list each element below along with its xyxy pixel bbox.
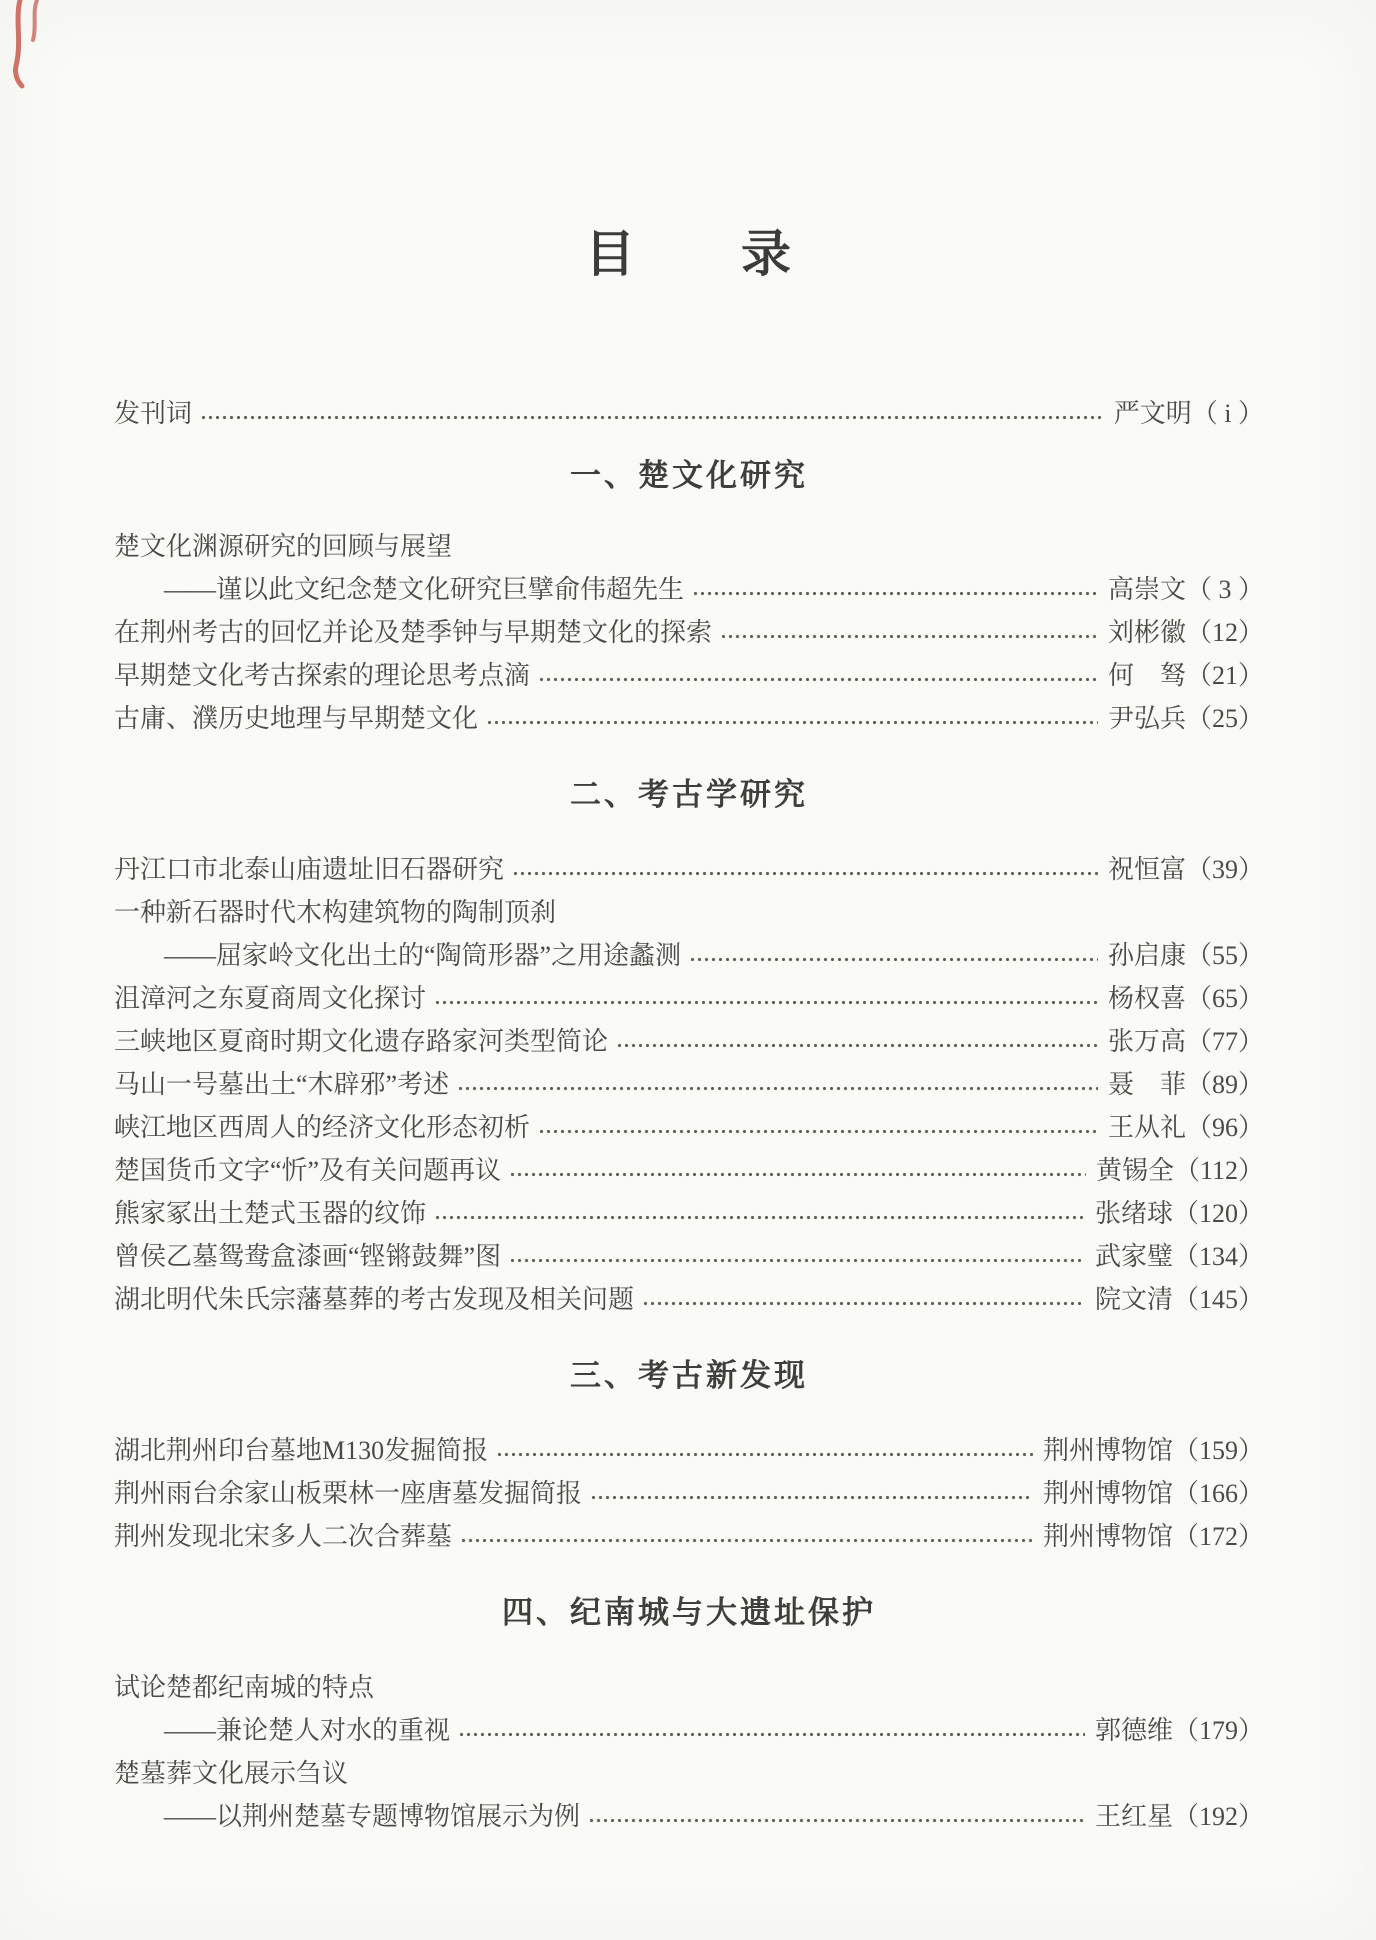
entry-author: 张万高 (1107, 1026, 1186, 1056)
entry-author: 严文明 (1113, 398, 1192, 428)
dot-leader (536, 1106, 1098, 1149)
toc-entry (114, 1020, 1264, 1063)
toc-entry (114, 1235, 1264, 1278)
entry-page: （ i ） (1191, 398, 1264, 428)
dot-leader (614, 1020, 1098, 1063)
toc-entry (114, 697, 1264, 740)
toc-entry (114, 1106, 1264, 1149)
toc-entry (114, 392, 1264, 435)
toc-entry (114, 1515, 1264, 1558)
entry-subtitle: ——以荆州楚墓专题博物馆展示为例 (164, 1801, 581, 1831)
entry-page: （77） (1185, 1026, 1264, 1056)
entry-author: 院文清 (1094, 1284, 1173, 1314)
dot-leader (455, 1063, 1098, 1106)
entry-subtitle: ——兼论楚人对水的重视 (164, 1715, 451, 1745)
toc-entry (114, 977, 1264, 1020)
toc-entry-title-line (114, 525, 1264, 568)
sections (114, 453, 1264, 1838)
entry-title: 发刊词 (114, 398, 193, 428)
dot-leader (718, 611, 1098, 654)
toc-entry-title-line (114, 1666, 1264, 1709)
entry-author: 黄锡全 (1095, 1155, 1174, 1185)
entry-author: 刘彬徽 (1107, 617, 1186, 647)
entry-title: 沮漳河之东夏商周文化探讨 (114, 983, 427, 1013)
entry-author: 高崇文 (1107, 574, 1186, 604)
toc-entry-title-line (114, 891, 1264, 934)
entry-page: （96） (1185, 1112, 1264, 1142)
toc-entry (114, 848, 1264, 891)
section-heading: 四、纪南城与大遗址保护 (502, 1594, 876, 1630)
entry-page: （89） (1185, 1069, 1264, 1099)
toc-entry (114, 1709, 1264, 1752)
entry-subtitle: ——谨以此文纪念楚文化研究巨擘俞伟超先生 (164, 574, 685, 604)
section-heading: 二、考古学研究 (570, 776, 808, 812)
entry-author: 杨权喜 (1107, 983, 1186, 1013)
toc-entry-title-line (114, 1752, 1264, 1795)
entry-title: 楚墓葬文化展示刍议 (114, 1758, 349, 1788)
entry-author: 王红星 (1094, 1801, 1173, 1831)
dot-leader (510, 848, 1098, 891)
dot-leader (198, 392, 1104, 435)
entry-page: （159） (1172, 1435, 1264, 1465)
toc-entry (114, 1192, 1264, 1235)
entry-author: 尹弘兵 (1107, 703, 1186, 733)
entry-page: （ 3 ） (1185, 574, 1264, 604)
dot-leader (494, 1429, 1033, 1472)
entry-title: 丹江口市北泰山庙遗址旧石器研究 (114, 854, 505, 884)
entry-page: （25） (1185, 703, 1264, 733)
entry-title: 熊家冢出土楚式玉器的纹饰 (114, 1198, 427, 1228)
entry-page: （112） (1173, 1155, 1264, 1185)
entry-title: 湖北明代朱氏宗藩墓葬的考古发现及相关问题 (114, 1284, 635, 1314)
dot-leader (507, 1235, 1085, 1278)
toc-entry (114, 1429, 1264, 1472)
toc-entry (114, 1149, 1264, 1192)
dot-leader (432, 977, 1098, 1020)
entry-page: （192） (1172, 1801, 1264, 1831)
toc-entry (114, 1795, 1264, 1838)
section-heading: 一、楚文化研究 (570, 457, 808, 493)
entry-page: （134） (1172, 1241, 1264, 1271)
entry-author: 武家璧 (1094, 1241, 1173, 1271)
entry-title: 荆州雨台余家山板栗林一座唐墓发掘简报 (114, 1478, 583, 1508)
entry-author: 孙启康 (1107, 940, 1186, 970)
dot-leader (640, 1278, 1085, 1321)
entry-page: （39） (1185, 854, 1264, 884)
entry-title: 峡江地区西周人的经济文化形态初析 (114, 1112, 531, 1142)
entry-author: 郭德维 (1094, 1715, 1173, 1745)
entry-page: （12） (1185, 617, 1264, 647)
entry-page: （145） (1172, 1284, 1264, 1314)
dot-leader (690, 568, 1098, 611)
frontmatter (114, 392, 1264, 435)
dot-leader (588, 1472, 1033, 1515)
entry-page: （172） (1172, 1521, 1264, 1551)
dot-leader (432, 1192, 1085, 1235)
toc-entry (114, 611, 1264, 654)
toc-entry (114, 934, 1264, 977)
entry-author: 王从礼 (1107, 1112, 1186, 1142)
entry-title: 曾侯乙墓鸳鸯盒漆画“铿锵鼓舞”图 (114, 1241, 502, 1271)
entry-page: （179） (1172, 1715, 1264, 1745)
dot-leader (458, 1515, 1033, 1558)
entry-author: 祝恒富 (1107, 854, 1186, 884)
dot-leader (484, 697, 1098, 740)
entry-author: 荆州博物馆 (1042, 1521, 1173, 1551)
entry-author: 荆州博物馆 (1042, 1435, 1173, 1465)
entry-title: 楚国货币文字“忻”及有关问题再议 (114, 1155, 502, 1185)
toc-entry (114, 1063, 1264, 1106)
entry-author: 荆州博物馆 (1042, 1478, 1173, 1508)
toc-entry (114, 1278, 1264, 1321)
toc-entry (114, 1472, 1264, 1515)
dot-leader (507, 1149, 1086, 1192)
toc-entry (114, 654, 1264, 697)
entry-page: （21） (1185, 660, 1264, 690)
entry-title: 三峡地区夏商时期文化遗存路家河类型简论 (114, 1026, 609, 1056)
entry-title: 一种新石器时代木构建筑物的陶制顶刹 (114, 897, 557, 927)
entry-title: 试论楚都纪南城的特点 (114, 1672, 375, 1702)
entry-title: 荆州发现北宋多人二次合葬墓 (114, 1521, 453, 1551)
entry-title: 古庸、濮历史地理与早期楚文化 (114, 703, 479, 733)
entry-author: 何 驽 (1107, 660, 1186, 690)
page-title: 目 录 (585, 226, 793, 282)
dot-leader (586, 1795, 1085, 1838)
section-heading: 三、考古新发现 (570, 1357, 808, 1393)
toc-entry (114, 568, 1264, 611)
entry-title: 马山一号墓出土“木辟邪”考述 (114, 1069, 450, 1099)
entry-page: （166） (1172, 1478, 1264, 1508)
dot-leader (456, 1709, 1085, 1752)
entry-title: 楚文化渊源研究的回顾与展望 (114, 531, 453, 561)
dot-leader (536, 654, 1098, 697)
entry-subtitle: ——屈家岭文化出土的“陶筒形器”之用途蠡测 (164, 940, 682, 970)
entry-page: （55） (1185, 940, 1264, 970)
entry-title: 早期楚文化考古探索的理论思考点滴 (114, 660, 531, 690)
entry-author: 张绪球 (1094, 1198, 1173, 1228)
entry-title: 在荆州考古的回忆并论及楚季钟与早期楚文化的探索 (114, 617, 713, 647)
entry-page: （120） (1172, 1198, 1264, 1228)
red-pen-scan-artifact (4, 0, 74, 92)
entry-author: 聂 菲 (1107, 1069, 1186, 1099)
entry-title: 湖北荆州印台墓地M130发掘简报 (114, 1435, 489, 1465)
dot-leader (687, 934, 1098, 977)
entry-page: （65） (1185, 983, 1264, 1013)
